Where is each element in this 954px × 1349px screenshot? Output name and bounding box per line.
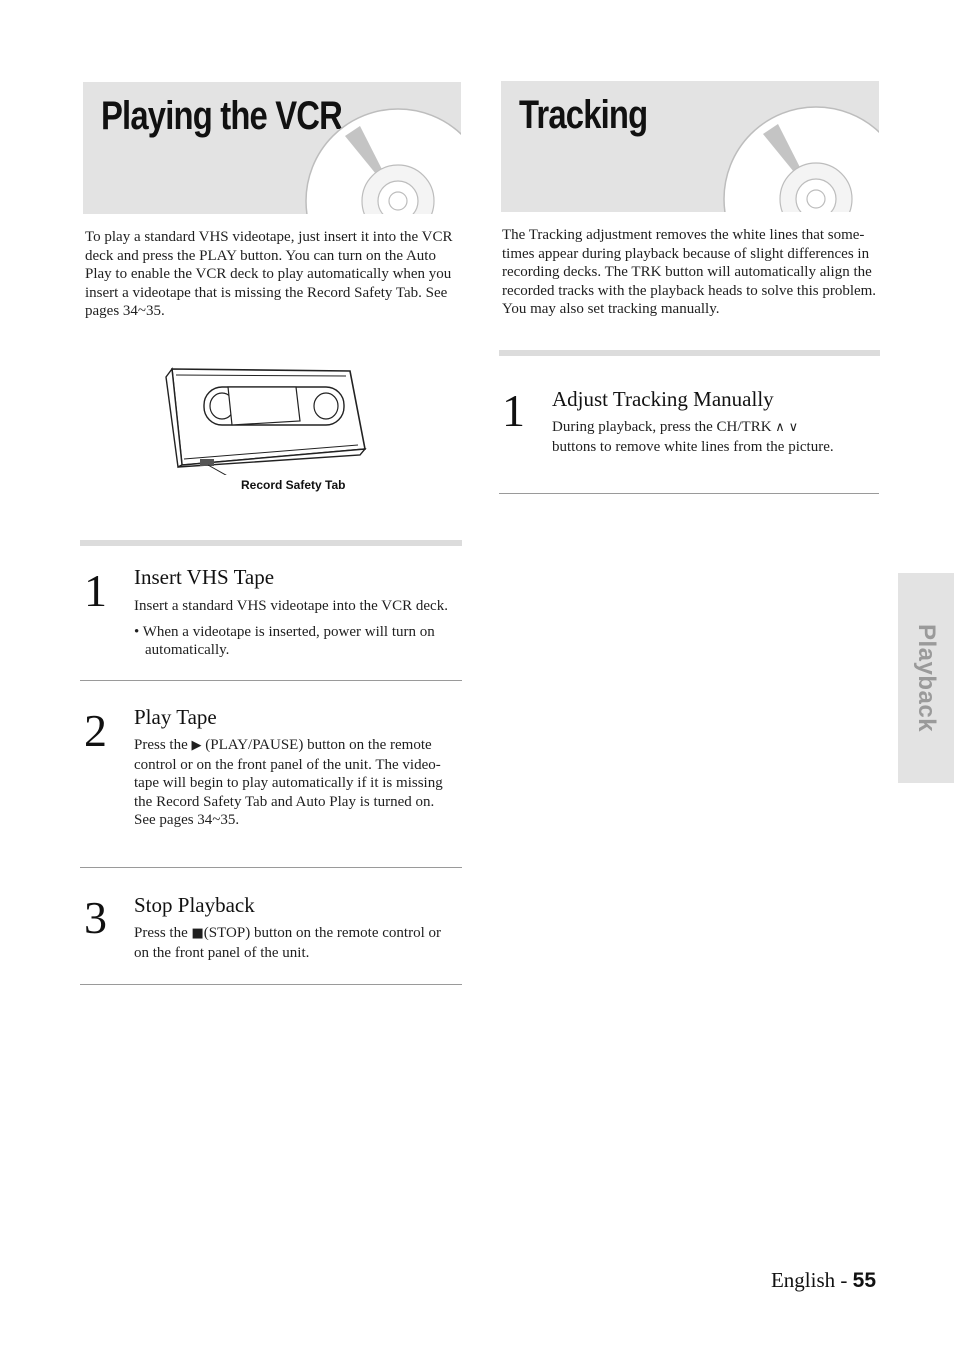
step-number: 1 xyxy=(502,385,525,436)
step-text-after: (PLAY/PAUSE) button on the remote control or on the front panel of the unit. The video-tape will begin to play automatically if it is missing the Record Safety Tab and Auto Play is turned on. See pages 34~35. xyxy=(134,737,443,829)
step-divider xyxy=(80,867,462,868)
page-title: Playing the VCR xyxy=(101,94,343,138)
step-text-before: Press the xyxy=(134,737,188,753)
section-divider xyxy=(80,540,462,546)
step-text-before: Press the xyxy=(134,925,192,941)
step-number: 3 xyxy=(84,892,107,943)
up-arrow-icon: ∧ xyxy=(775,420,785,435)
down-arrow-icon: ∨ xyxy=(788,420,799,435)
step-instruction: Insert a standard VHS videotape into the VCR deck. xyxy=(134,598,448,614)
page-footer xyxy=(771,1268,876,1293)
step-divider xyxy=(499,493,879,494)
step-text xyxy=(134,924,458,962)
step-text-before: During playback, press the CH/TRK xyxy=(552,419,776,435)
figure-caption: Record Safety Tab xyxy=(241,478,346,492)
step-divider xyxy=(80,984,462,985)
section-divider xyxy=(499,350,880,356)
step-number: 2 xyxy=(84,705,107,756)
step-title: Insert VHS Tape xyxy=(134,565,275,589)
chapter-tab-label: Playback xyxy=(913,623,940,733)
step-text xyxy=(552,418,872,456)
step-title: Play Tape xyxy=(134,705,217,729)
stop-icon: ■ xyxy=(191,926,204,941)
step-text-after: buttons to remove white lines from the picture. xyxy=(552,438,834,455)
right-banner xyxy=(501,81,879,212)
step-text-after: (STOP) button on the remote control or on the front panel of the unit. xyxy=(134,925,441,961)
step-bullet: • When a videotape is inserted, power will turn on automatically. xyxy=(134,623,435,659)
chapter-tab xyxy=(898,573,954,783)
step-divider xyxy=(80,680,462,681)
intro-paragraph: The Tracking adjustment removes the white lines that some-times appear during playback because of slight differences in recording decks. The TRK button will automatically align the recorded tracks with the playback heads to solve this problem. You may also set tracking manually. xyxy=(502,227,877,318)
disc-icon xyxy=(723,104,879,212)
disc-icon xyxy=(305,106,461,214)
footer-language: English - xyxy=(770,1268,853,1292)
vhs-cassette-icon xyxy=(160,365,375,475)
left-banner xyxy=(83,82,461,214)
intro-paragraph: To play a standard VHS videotape, just insert it into the VCR deck and press the PLAY button. You can turn on the Auto Play to enable the VCR deck to play automatically when you insert a videotape that is missing the Record Safety Tab. See pages 34~35. xyxy=(85,229,453,320)
step-text xyxy=(134,597,458,660)
step-title: Adjust Tracking Manually xyxy=(552,387,774,411)
section-title-tracking: Tracking xyxy=(519,93,648,137)
step-text xyxy=(134,736,456,830)
play-icon: ▶ xyxy=(191,738,202,753)
step-number: 1 xyxy=(84,565,107,616)
page-number: 55 xyxy=(852,1269,876,1292)
step-title: Stop Playback xyxy=(134,893,255,917)
